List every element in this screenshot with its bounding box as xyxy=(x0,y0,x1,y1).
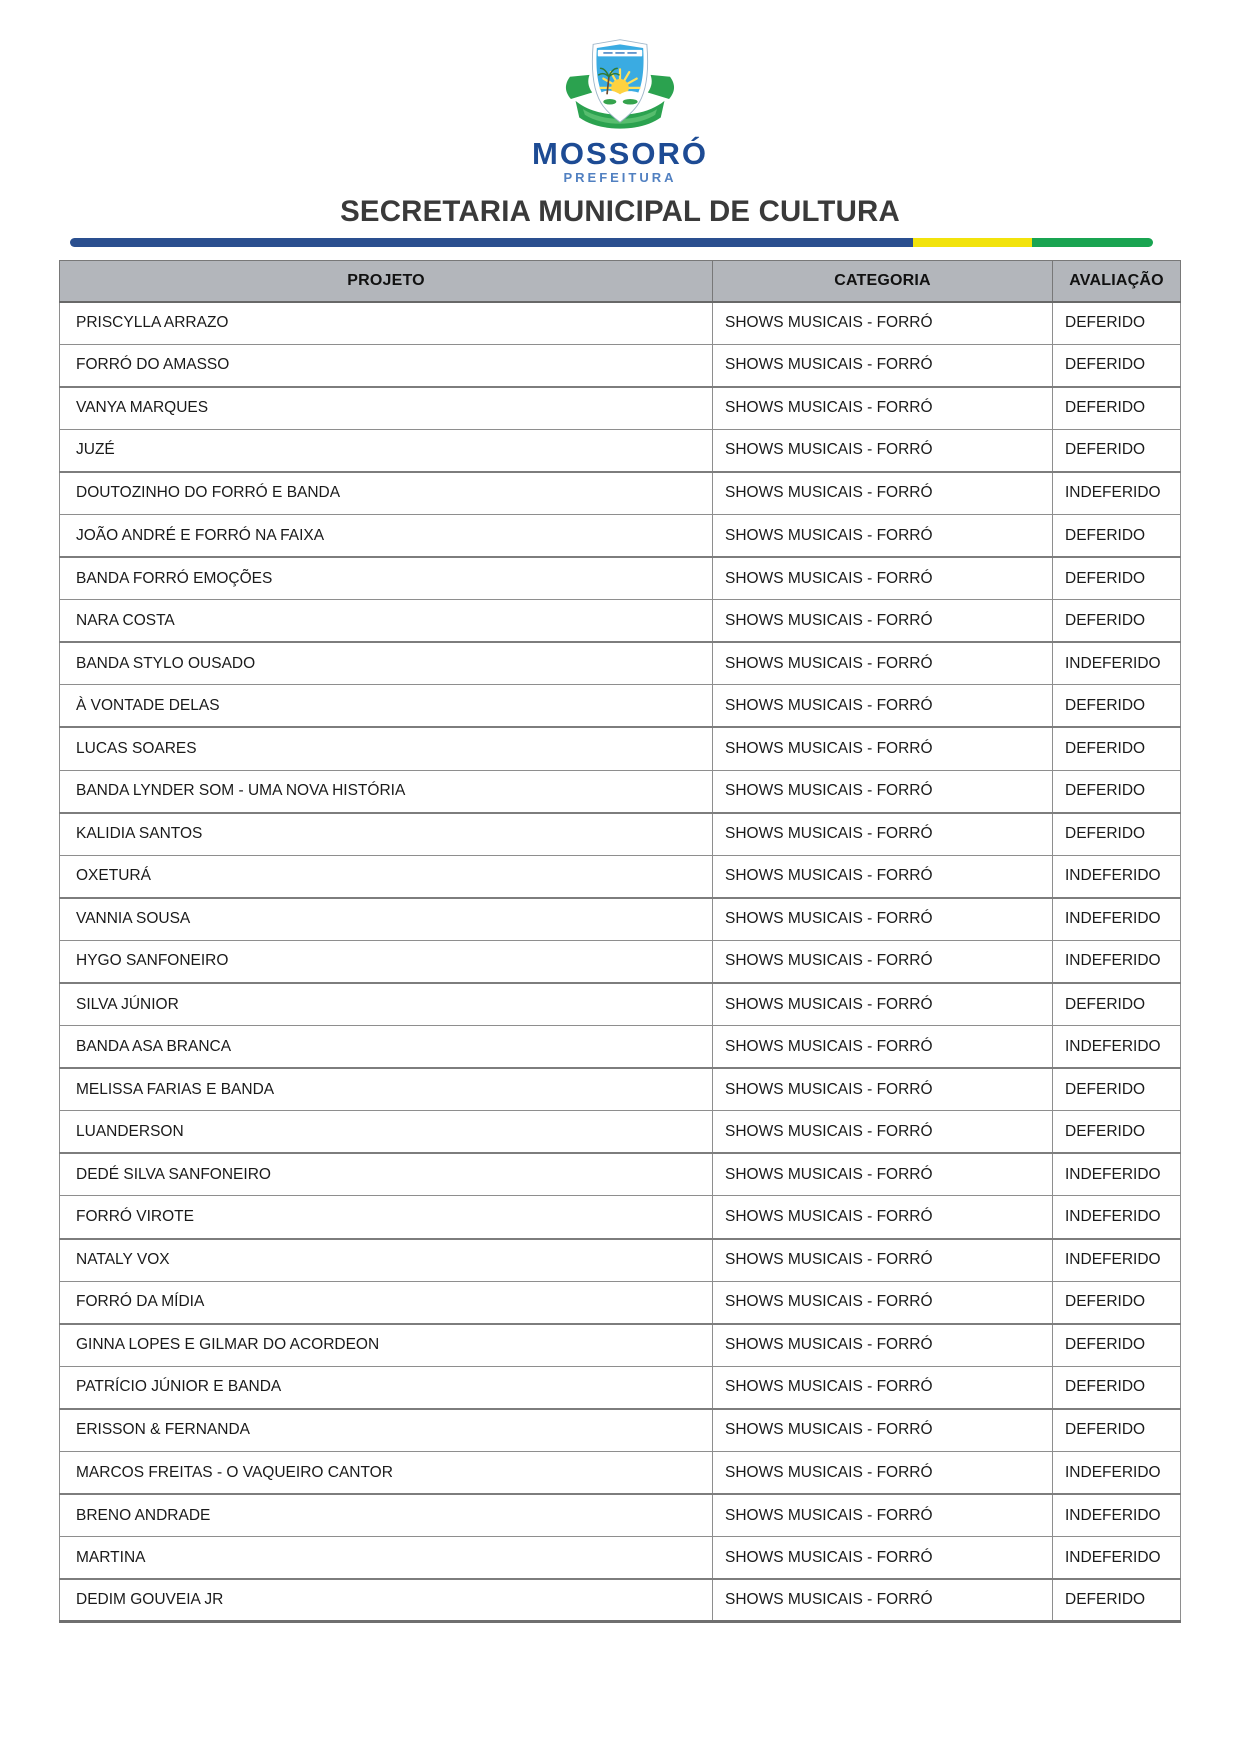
avaliacao-cell: DEFERIDO xyxy=(1053,727,1181,770)
projeto-cell: OXETURÁ xyxy=(60,855,713,898)
projeto-cell: MELISSA FARIAS E BANDA xyxy=(60,1068,713,1111)
table-row xyxy=(60,1452,1181,1495)
avaliacao-cell: INDEFERIDO xyxy=(1053,1494,1181,1537)
table-row xyxy=(60,1239,1181,1282)
projeto-cell: GINNA LOPES E GILMAR DO ACORDEON xyxy=(60,1324,713,1367)
avaliacao-cell: DEFERIDO xyxy=(1053,1409,1181,1452)
avaliacao-cell: DEFERIDO xyxy=(1053,1579,1181,1622)
table-row xyxy=(60,1026,1181,1069)
categoria-cell: SHOWS MUSICAIS - FORRÓ xyxy=(713,1494,1053,1537)
projeto-cell: PRISCYLLA ARRAZO xyxy=(60,302,713,345)
categoria-cell: SHOWS MUSICAIS - FORRÓ xyxy=(713,1281,1053,1324)
projeto-cell: KALIDIA SANTOS xyxy=(60,813,713,856)
tricolor-divider xyxy=(70,238,1153,247)
avaliacao-cell: INDEFERIDO xyxy=(1053,940,1181,983)
logo-wordmark-subtitle: PREFEITURA xyxy=(563,170,677,185)
avaliacao-cell: DEFERIDO xyxy=(1053,1111,1181,1154)
categoria-cell: SHOWS MUSICAIS - FORRÓ xyxy=(713,472,1053,515)
projeto-cell: HYGO SANFONEIRO xyxy=(60,940,713,983)
table-row xyxy=(60,1153,1181,1196)
projeto-cell: MARCOS FREITAS - O VAQUEIRO CANTOR xyxy=(60,1452,713,1495)
categoria-cell: SHOWS MUSICAIS - FORRÓ xyxy=(713,727,1053,770)
projeto-cell: DEDÉ SILVA SANFONEIRO xyxy=(60,1153,713,1196)
categoria-cell: SHOWS MUSICAIS - FORRÓ xyxy=(713,1452,1053,1495)
table-row xyxy=(60,1537,1181,1580)
table-row xyxy=(60,514,1181,557)
table-row xyxy=(60,1409,1181,1452)
projeto-cell: FORRÓ DA MÍDIA xyxy=(60,1281,713,1324)
projeto-cell: BANDA FORRÓ EMOÇÕES xyxy=(60,557,713,600)
avaliacao-cell: DEFERIDO xyxy=(1053,514,1181,557)
avaliacao-cell: INDEFERIDO xyxy=(1053,1452,1181,1495)
projeto-cell: BANDA STYLO OUSADO xyxy=(60,642,713,685)
table-row xyxy=(60,940,1181,983)
avaliacao-cell: INDEFERIDO xyxy=(1053,855,1181,898)
categoria-cell: SHOWS MUSICAIS - FORRÓ xyxy=(713,1366,1053,1409)
categoria-cell: SHOWS MUSICAIS - FORRÓ xyxy=(713,557,1053,600)
projeto-cell: VANYA MARQUES xyxy=(60,387,713,430)
categoria-cell: SHOWS MUSICAIS - FORRÓ xyxy=(713,387,1053,430)
projeto-cell: MARTINA xyxy=(60,1537,713,1580)
categoria-cell: SHOWS MUSICAIS - FORRÓ xyxy=(713,685,1053,728)
table-row xyxy=(60,727,1181,770)
categoria-cell: SHOWS MUSICAIS - FORRÓ xyxy=(713,770,1053,813)
table-header xyxy=(60,261,1181,302)
projeto-cell: VANNIA SOUSA xyxy=(60,898,713,941)
projeto-cell: LUCAS SOARES xyxy=(60,727,713,770)
avaliacao-cell: DEFERIDO xyxy=(1053,1324,1181,1367)
projeto-cell: BANDA ASA BRANCA xyxy=(60,1026,713,1069)
mossoro-crest-icon xyxy=(558,36,682,136)
projeto-cell: NATALY VOX xyxy=(60,1239,713,1282)
logo-wordmark: MOSSORÓ xyxy=(532,136,708,171)
divider-segment-blue xyxy=(70,238,913,247)
categoria-cell: SHOWS MUSICAIS - FORRÓ xyxy=(713,514,1053,557)
categoria-cell: SHOWS MUSICAIS - FORRÓ xyxy=(713,1026,1053,1069)
table-row xyxy=(60,685,1181,728)
categoria-cell: SHOWS MUSICAIS - FORRÓ xyxy=(713,1153,1053,1196)
avaliacao-cell: INDEFERIDO xyxy=(1053,1153,1181,1196)
letterhead xyxy=(0,0,1240,186)
categoria-cell: SHOWS MUSICAIS - FORRÓ xyxy=(713,302,1053,345)
categoria-cell: SHOWS MUSICAIS - FORRÓ xyxy=(713,1068,1053,1111)
divider-segment-green xyxy=(1032,238,1153,247)
table-row xyxy=(60,557,1181,600)
categoria-cell: SHOWS MUSICAIS - FORRÓ xyxy=(713,898,1053,941)
avaliacao-cell: INDEFERIDO xyxy=(1053,472,1181,515)
table-row xyxy=(60,1281,1181,1324)
avaliacao-cell: DEFERIDO xyxy=(1053,429,1181,472)
projeto-cell: BANDA LYNDER SOM - UMA NOVA HISTÓRIA xyxy=(60,770,713,813)
page-title: SECRETARIA MUNICIPAL DE CULTURA xyxy=(340,195,900,228)
projeto-cell: FORRÓ VIROTE xyxy=(60,1196,713,1239)
table-row xyxy=(60,344,1181,387)
table-row xyxy=(60,898,1181,941)
table-row xyxy=(60,429,1181,472)
categoria-cell: SHOWS MUSICAIS - FORRÓ xyxy=(713,600,1053,643)
projeto-cell: DOUTOZINHO DO FORRÓ E BANDA xyxy=(60,472,713,515)
table-row xyxy=(60,983,1181,1026)
table-row xyxy=(60,813,1181,856)
table-row xyxy=(60,1494,1181,1537)
projeto-cell: DEDIM GOUVEIA JR xyxy=(60,1579,713,1622)
avaliacao-cell: DEFERIDO xyxy=(1053,600,1181,643)
table-row xyxy=(60,1366,1181,1409)
table-row xyxy=(60,770,1181,813)
column-header-avaliacao: AVALIAÇÃO xyxy=(1053,261,1181,302)
avaliacao-cell: DEFERIDO xyxy=(1053,302,1181,345)
avaliacao-cell: DEFERIDO xyxy=(1053,770,1181,813)
table-row xyxy=(60,642,1181,685)
table-row xyxy=(60,1196,1181,1239)
avaliacao-cell: DEFERIDO xyxy=(1053,557,1181,600)
categoria-cell: SHOWS MUSICAIS - FORRÓ xyxy=(713,1196,1053,1239)
projeto-cell: À VONTADE DELAS xyxy=(60,685,713,728)
avaliacao-cell: INDEFERIDO xyxy=(1053,1026,1181,1069)
avaliacao-cell: DEFERIDO xyxy=(1053,685,1181,728)
avaliacao-cell: DEFERIDO xyxy=(1053,1366,1181,1409)
divider-segment-yellow xyxy=(913,238,1032,247)
projeto-cell: SILVA JÚNIOR xyxy=(60,983,713,1026)
projeto-cell: LUANDERSON xyxy=(60,1111,713,1154)
categoria-cell: SHOWS MUSICAIS - FORRÓ xyxy=(713,344,1053,387)
column-header-projeto: PROJETO xyxy=(60,261,713,302)
projeto-cell: ERISSON & FERNANDA xyxy=(60,1409,713,1452)
avaliacao-cell: DEFERIDO xyxy=(1053,344,1181,387)
categoria-cell: SHOWS MUSICAIS - FORRÓ xyxy=(713,1409,1053,1452)
categoria-cell: SHOWS MUSICAIS - FORRÓ xyxy=(713,1111,1053,1154)
column-header-categoria: CATEGORIA xyxy=(713,261,1053,302)
avaliacao-cell: INDEFERIDO xyxy=(1053,1537,1181,1580)
categoria-cell: SHOWS MUSICAIS - FORRÓ xyxy=(713,429,1053,472)
table-row xyxy=(60,600,1181,643)
categoria-cell: SHOWS MUSICAIS - FORRÓ xyxy=(713,1239,1053,1282)
table-row xyxy=(60,1111,1181,1154)
categoria-cell: SHOWS MUSICAIS - FORRÓ xyxy=(713,983,1053,1026)
categoria-cell: SHOWS MUSICAIS - FORRÓ xyxy=(713,813,1053,856)
table-row xyxy=(60,1579,1181,1622)
avaliacao-cell: INDEFERIDO xyxy=(1053,1239,1181,1282)
table-body xyxy=(60,302,1181,1622)
categoria-cell: SHOWS MUSICAIS - FORRÓ xyxy=(713,1579,1053,1622)
table-row xyxy=(60,387,1181,430)
avaliacao-cell: DEFERIDO xyxy=(1053,983,1181,1026)
categoria-cell: SHOWS MUSICAIS - FORRÓ xyxy=(713,1537,1053,1580)
evaluation-table-wrapper xyxy=(59,260,1180,1623)
table-row xyxy=(60,472,1181,515)
avaliacao-cell: DEFERIDO xyxy=(1053,1068,1181,1111)
table-header-row xyxy=(60,261,1181,302)
avaliacao-cell: DEFERIDO xyxy=(1053,1281,1181,1324)
table-row xyxy=(60,302,1181,345)
categoria-cell: SHOWS MUSICAIS - FORRÓ xyxy=(713,855,1053,898)
projeto-cell: FORRÓ DO AMASSO xyxy=(60,344,713,387)
avaliacao-cell: INDEFERIDO xyxy=(1053,1196,1181,1239)
table-row xyxy=(60,855,1181,898)
avaliacao-cell: INDEFERIDO xyxy=(1053,898,1181,941)
projeto-cell: JOÃO ANDRÉ E FORRÓ NA FAIXA xyxy=(60,514,713,557)
categoria-cell: SHOWS MUSICAIS - FORRÓ xyxy=(713,940,1053,983)
avaliacao-cell: DEFERIDO xyxy=(1053,387,1181,430)
table-row xyxy=(60,1068,1181,1111)
evaluation-table xyxy=(59,260,1181,1623)
categoria-cell: SHOWS MUSICAIS - FORRÓ xyxy=(713,1324,1053,1367)
projeto-cell: BRENO ANDRADE xyxy=(60,1494,713,1537)
avaliacao-cell: INDEFERIDO xyxy=(1053,642,1181,685)
table-row xyxy=(60,1324,1181,1367)
projeto-cell: JUZÉ xyxy=(60,429,713,472)
categoria-cell: SHOWS MUSICAIS - FORRÓ xyxy=(713,642,1053,685)
avaliacao-cell: DEFERIDO xyxy=(1053,813,1181,856)
projeto-cell: NARA COSTA xyxy=(60,600,713,643)
projeto-cell: PATRÍCIO JÚNIOR E BANDA xyxy=(60,1366,713,1409)
